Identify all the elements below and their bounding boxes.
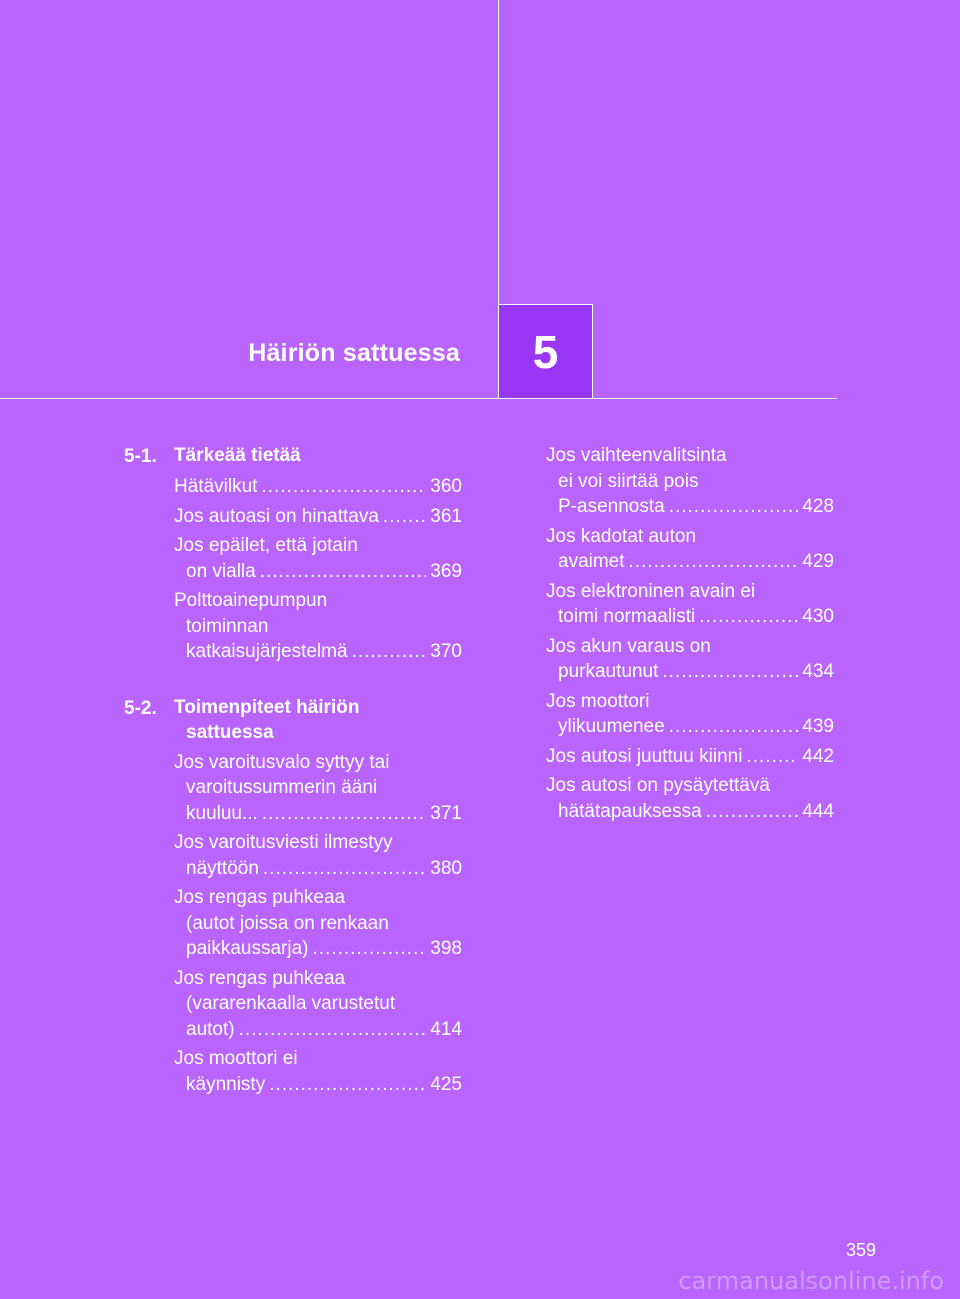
entry-text-line: katkaisujärjestelmä [186,641,348,662]
entry-page-number[interactable]: 414 [430,1018,462,1040]
entry-text-line: käynnisty [186,1073,266,1095]
entry-page-number[interactable]: 361 [430,505,462,527]
toc-entry[interactable] [174,474,462,500]
toc-left-column [124,443,462,1101]
entry-text-line: Jos varoitusviesti ilmestyy [174,832,393,853]
entry-text-line: ylikuumenee [558,716,665,737]
entry-last-line [174,559,462,585]
entry-page-number[interactable]: 371 [430,802,462,824]
section-heading [124,695,462,746]
entry-text-line: hätätapauksessa [558,800,702,822]
toc-entry[interactable] [174,588,462,665]
entry-text-line: Jos moottori ei [174,1048,298,1069]
section-number: 5-2. [124,697,157,719]
entry-page-number[interactable]: 434 [802,661,834,682]
entry-last-line [174,639,462,665]
entry-text-line: Jos elektroninen avain ei [546,580,756,602]
entry-text-line: (autot joissa on renkaan [186,912,389,934]
section-title-line: sattuessa [186,722,274,743]
entry-page-number[interactable]: 429 [802,551,834,572]
chapter-title: Häiriön sattuessa [248,339,460,367]
dot-leader [383,504,426,530]
entry-text-line: Jos vaihteenvalitsinta [546,445,727,466]
entry-page-number[interactable]: 444 [802,800,834,822]
entry-text-line: autot) [186,1018,235,1040]
dot-leader [239,1017,427,1043]
entry-page-number[interactable]: 398 [430,938,462,959]
toc-entry[interactable] [174,1046,462,1097]
chapter-number: 5 [532,325,559,378]
entry-page-number[interactable]: 360 [430,476,462,497]
entry-text-line: Jos varoitusvalo syttyy tai [174,751,390,773]
entry-page-number[interactable]: 380 [430,857,462,879]
entry-text-line: ei voi siirtää pois [558,470,699,492]
entry-last-line [546,799,834,825]
section-heading [124,443,462,470]
entry-text-line: Jos rengas puhkeaa [174,967,346,989]
toc-entry[interactable] [174,533,462,584]
toc-entry[interactable] [546,689,834,740]
entry-text-line: Polttoainepumpun [174,590,328,611]
watermark: carmanualsonline.info [678,1267,944,1295]
entry-text-line: Jos kadotat auton [546,525,696,547]
page-number: 359 [846,1240,877,1260]
entry-last-line [174,474,462,500]
toc-entry[interactable] [174,830,462,881]
entry-last-line [546,549,834,575]
chapter-number-tab[interactable] [499,304,593,398]
toc-entry[interactable] [174,504,462,530]
entry-text-line: purkautunut [558,661,659,682]
section-title [174,695,462,746]
dot-leader [313,936,427,962]
entry-last-line [546,494,834,520]
entry-text-line: paikkaussarja) [186,938,309,959]
dot-leader [629,549,799,575]
section-title [174,443,462,470]
dot-leader [263,856,426,882]
entry-last-line [546,744,834,770]
toc-entry[interactable] [546,634,834,685]
entry-text-line: Jos autosi on pysäytettävä [546,775,770,796]
toc-right-column [546,443,834,828]
entry-text-line: P-asennosta [558,496,665,517]
entry-last-line [174,1072,462,1098]
horizontal-divider [0,398,837,399]
dot-leader [261,474,426,500]
entry-text-line: (vararenkaalla varustetut [186,993,396,1014]
entry-last-line [546,714,834,740]
entry-text-line: varoitussummerin ääni [186,777,378,798]
section-gap [124,669,462,695]
entry-text-line: Jos rengas puhkeaa [174,887,346,908]
entry-page-number[interactable]: 428 [802,496,834,517]
entry-page-number[interactable]: 370 [430,641,462,662]
toc-entry[interactable] [174,750,462,827]
dot-leader [662,659,798,685]
entry-last-line [174,504,462,530]
entry-last-line [546,659,834,685]
dot-leader [260,559,427,585]
entry-page-number[interactable]: 430 [802,606,834,627]
entry-text-line: näyttöön [186,857,259,879]
entry-text-line: Jos epäilet, että jotain [174,535,358,556]
toc-entry[interactable] [546,744,834,770]
toc-entry[interactable] [546,579,834,630]
entry-text-line: Jos autoasi on hinattava [174,505,379,527]
entry-text-line: toimi normaalisti [558,606,696,627]
dot-leader [699,604,798,630]
toc-entry[interactable] [174,885,462,962]
dot-leader [352,639,427,665]
entry-last-line [174,856,462,882]
toc-entry[interactable] [174,966,462,1043]
entry-last-line [174,1017,462,1043]
dot-leader [669,494,799,520]
section-title-line: Tärkeää tietää [174,445,301,466]
entry-page-number[interactable]: 369 [430,560,462,582]
entry-last-line [546,604,834,630]
dot-leader [262,801,426,827]
entry-text-line: Jos moottori [546,690,650,712]
entry-text-line: kuuluu... [186,802,258,824]
section-title-line: Toimenpiteet häiriön [174,696,360,718]
dot-leader [269,1072,426,1098]
entry-last-line [174,936,462,962]
entry-text-line: Hätävilkut [174,476,258,497]
dot-leader [746,744,798,770]
entry-text-line: on vialla [186,560,256,582]
entry-page-number[interactable]: 442 [802,745,834,767]
entry-text-line: toiminnan [186,615,269,637]
entry-page-number[interactable]: 425 [430,1073,462,1095]
toc-entry[interactable] [546,773,834,824]
entry-last-line [174,801,462,827]
entry-page-number[interactable]: 439 [802,716,834,737]
dot-leader [669,714,799,740]
entry-text-line: Jos autosi juuttuu kiinni [546,745,743,767]
entry-text-line: avaimet [558,551,625,572]
dot-leader [706,799,799,825]
toc-entry[interactable] [546,524,834,575]
toc-entry[interactable] [546,443,834,520]
entry-text-line: Jos akun varaus on [546,635,711,657]
section-entries [174,750,462,1098]
section-number: 5-1. [124,446,157,467]
section-entries [174,474,462,665]
